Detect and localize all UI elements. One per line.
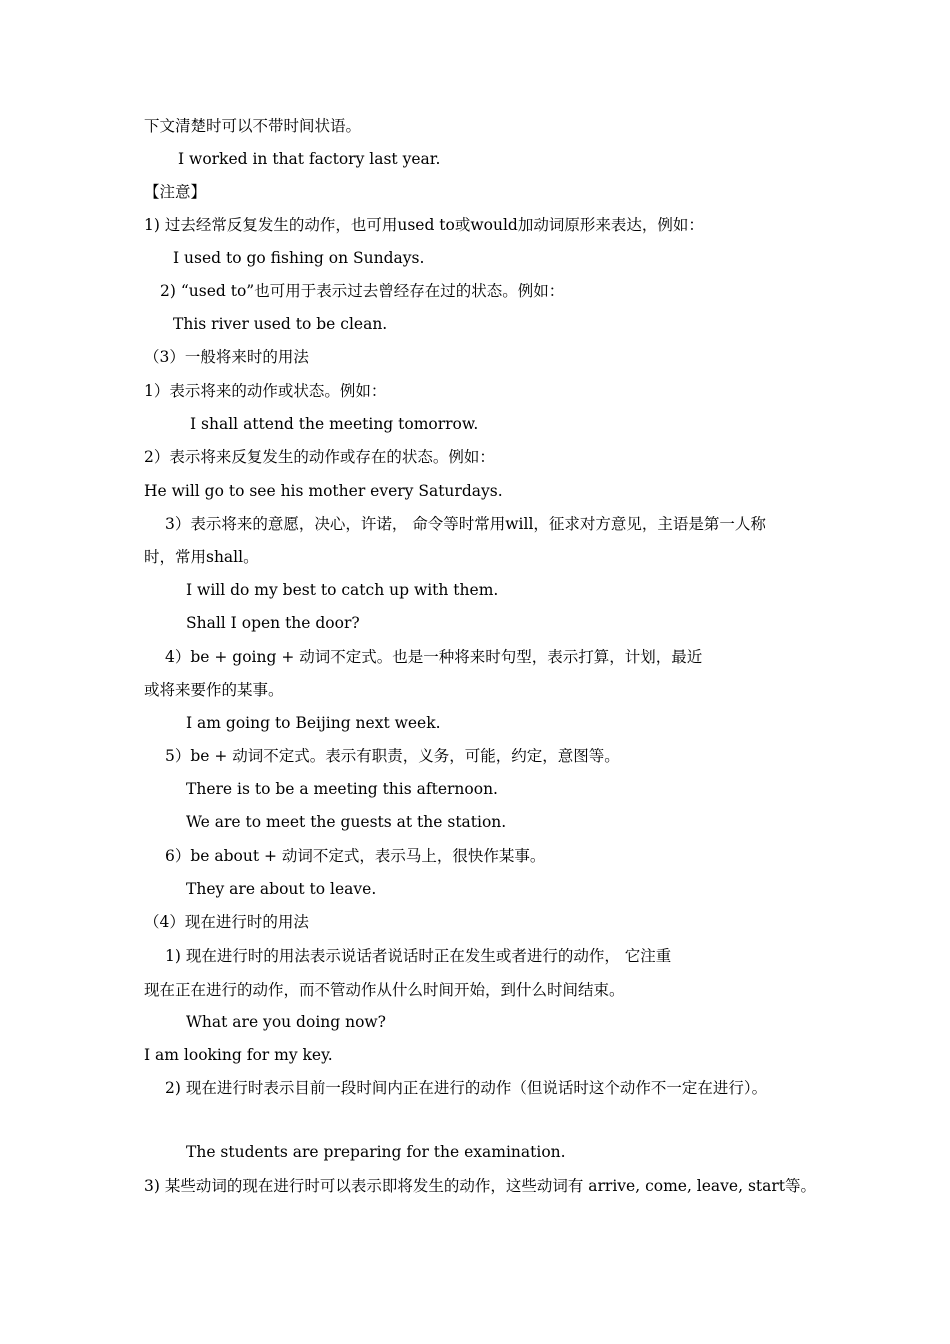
section-heading: （3）一般将来时的用法 — [144, 348, 309, 366]
example-sentence: What are you doing now? — [186, 1013, 386, 1031]
example-sentence: I will do my best to catch up with them. — [186, 581, 499, 599]
text-line: 4）be + going + 动词不定式。也是一种将来时句型，表示打算，计划，最近 — [165, 648, 703, 666]
text-line: 现在正在进行的动作，而不管动作从什么时间开始，到什么时间结束。 — [144, 981, 625, 999]
example-sentence: He will go to see his mother every Saturdays. — [144, 482, 503, 500]
example-sentence: They are about to leave. — [186, 880, 377, 898]
example-sentence: We are to meet the guests at the station. — [186, 813, 507, 831]
example-sentence: I shall attend the meeting tomorrow. — [190, 415, 479, 433]
text-line: 下文清楚时可以不带时间状语。 — [144, 117, 362, 135]
text-line: 3) 某些动词的现在进行时可以表示即将发生的动作，这些动词有 arrive, come, leave, start等。 — [144, 1177, 817, 1195]
example-sentence: I used to go fishing on Sundays. — [173, 249, 425, 267]
example-sentence: The students are preparing for the examination. — [186, 1143, 566, 1161]
text-line: 1) 过去经常反复发生的动作，也可用used to或would加动词原形来表达，例如： — [144, 216, 704, 234]
text-line: 2) “used to”也可用于表示过去曾经存在过的状态。例如： — [160, 282, 565, 300]
example-sentence: There is to be a meeting this afternoon. — [186, 780, 498, 798]
note-heading: 【注意】 — [144, 183, 207, 201]
text-line: 2）表示将来反复发生的动作或存在的状态。例如： — [144, 448, 495, 466]
example-sentence: I am going to Beijing next week. — [186, 714, 441, 732]
text-line: 6）be about + 动词不定式，表示马上，很快作某事。 — [165, 847, 546, 865]
example-sentence: Shall I open the door? — [186, 614, 360, 632]
section-heading: （4）现在进行时的用法 — [144, 913, 309, 931]
text-line: 5）be + 动词不定式。表示有职责，义务，可能，约定，意图等。 — [165, 747, 620, 765]
text-line: 或将来要作的某事。 — [144, 681, 284, 699]
text-line: 3）表示将来的意愿，决心，许诺， 命令等时常用will，征求对方意见，主语是第一人称 — [165, 515, 766, 533]
example-sentence: I am looking for my key. — [144, 1046, 333, 1064]
example-sentence: I worked in that factory last year. — [178, 150, 441, 168]
text-line: 1）表示将来的动作或状态。例如： — [144, 382, 387, 400]
text-line: 时，常用shall。 — [144, 548, 259, 566]
text-line: 1) 现在进行时的用法表示说话者说话时正在发生或者进行的动作， 它注重 — [165, 947, 672, 965]
text-line: 2) 现在进行时表示目前一段时间内正在进行的动作（但说话时这个动作不一定在进行）。 — [165, 1079, 768, 1097]
example-sentence: This river used to be clean. — [173, 315, 388, 333]
